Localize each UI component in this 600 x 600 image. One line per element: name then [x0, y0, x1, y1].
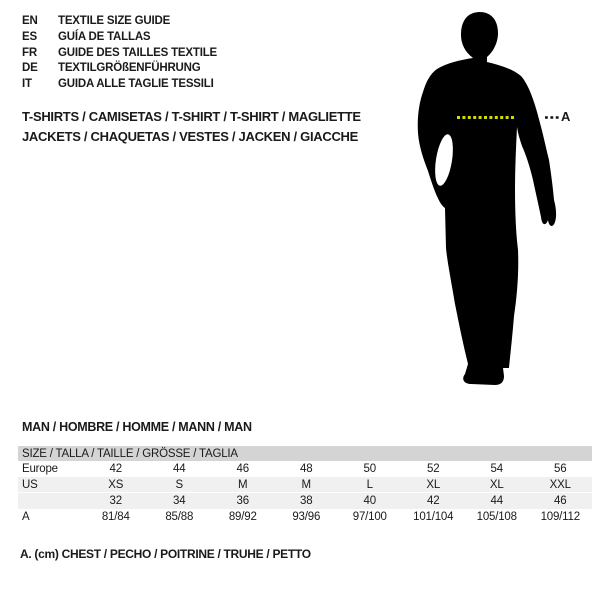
language-code: EN: [22, 15, 38, 27]
table-cell: 81/84: [101, 511, 130, 523]
table-cell: 109/112: [540, 511, 580, 523]
table-cell: 85/88: [165, 511, 194, 523]
table-cell: S: [175, 478, 183, 491]
table-cell: 48: [300, 463, 313, 475]
language-guide-title: TEXTILGRÖßENFÜHRUNG: [58, 62, 201, 75]
language-row: [22, 14, 217, 30]
category-heading: [22, 107, 361, 146]
size-table-header: SIZE / TALLA / TAILLE / GRÖSSE / TAGLIA: [18, 446, 592, 461]
table-cell: 32: [109, 495, 122, 507]
table-cell: 89/92: [228, 511, 257, 523]
category-line-tshirts: T-SHIRTS / CAMISETAS / T-SHIRT / T-SHIRT / MAGLIETTE: [22, 109, 361, 124]
table-row-alt-sizes: [18, 493, 592, 509]
language-guide-list: [22, 14, 217, 93]
language-guide-title: GUÍA DE TALLAS: [58, 30, 151, 43]
table-cell: 93/96: [292, 511, 321, 523]
language-code: DE: [22, 62, 38, 75]
language-guide-title: GUIDE DES TAILLES TEXTILE: [58, 46, 217, 59]
table-cell: 36: [236, 495, 249, 507]
table-cell: XL: [426, 478, 441, 491]
table-row-europe: [18, 461, 592, 477]
table-cell: M: [238, 478, 248, 491]
man-silhouette-icon: [415, 8, 565, 390]
language-guide-title: GUIDA ALLE TAGLIE TESSILI: [58, 78, 214, 91]
table-row-us: [18, 477, 592, 493]
table-cell: XXL: [549, 478, 571, 491]
man-figure: [415, 8, 565, 390]
table-cell: 44: [490, 495, 503, 507]
table-cell: 97/100: [352, 511, 387, 523]
table-cell: 105/108: [476, 511, 517, 523]
table-cell: 38: [300, 495, 313, 507]
row-label: A: [22, 511, 30, 523]
language-code: FR: [22, 46, 37, 59]
table-cell: 46: [554, 495, 567, 507]
section-label-man: MAN / HOMBRE / HOMME / MANN / MAN: [22, 420, 252, 434]
table-row-chest-cm: [18, 509, 592, 525]
table-cell: 54: [490, 463, 503, 475]
row-label: Europe: [22, 463, 58, 475]
language-code: IT: [22, 78, 32, 91]
size-table: [18, 446, 592, 525]
language-guide-title: TEXTILE SIZE GUIDE: [58, 15, 171, 27]
table-cell: 42: [427, 495, 440, 507]
table-cell: 50: [363, 463, 376, 475]
category-line-jackets: JACKETS / CHAQUETAS / VESTES / JACKEN / GIACCHE: [22, 128, 358, 144]
language-row: [22, 77, 217, 93]
language-row: [22, 46, 217, 62]
language-row: [22, 61, 217, 77]
measure-label-a: A: [561, 109, 571, 124]
table-cell: 34: [173, 495, 186, 507]
table-cell: 42: [109, 463, 122, 475]
table-cell: 46: [236, 463, 249, 475]
table-cell: M: [301, 478, 311, 491]
measurement-footnote: A. (cm) CHEST / PECHO / POITRINE / TRUHE / PETTO: [20, 547, 311, 561]
table-cell: 44: [173, 463, 186, 475]
table-cell: XS: [108, 478, 124, 491]
table-cell: L: [366, 478, 373, 491]
language-code: ES: [22, 30, 37, 43]
table-cell: 40: [363, 495, 376, 507]
row-label: US: [22, 478, 38, 491]
table-cell: XL: [489, 478, 504, 491]
table-cell: 101/104: [413, 511, 454, 523]
table-cell: 56: [554, 463, 567, 475]
table-cell: 52: [427, 463, 440, 475]
language-row: [22, 30, 217, 46]
man-silhouette: [418, 12, 556, 385]
